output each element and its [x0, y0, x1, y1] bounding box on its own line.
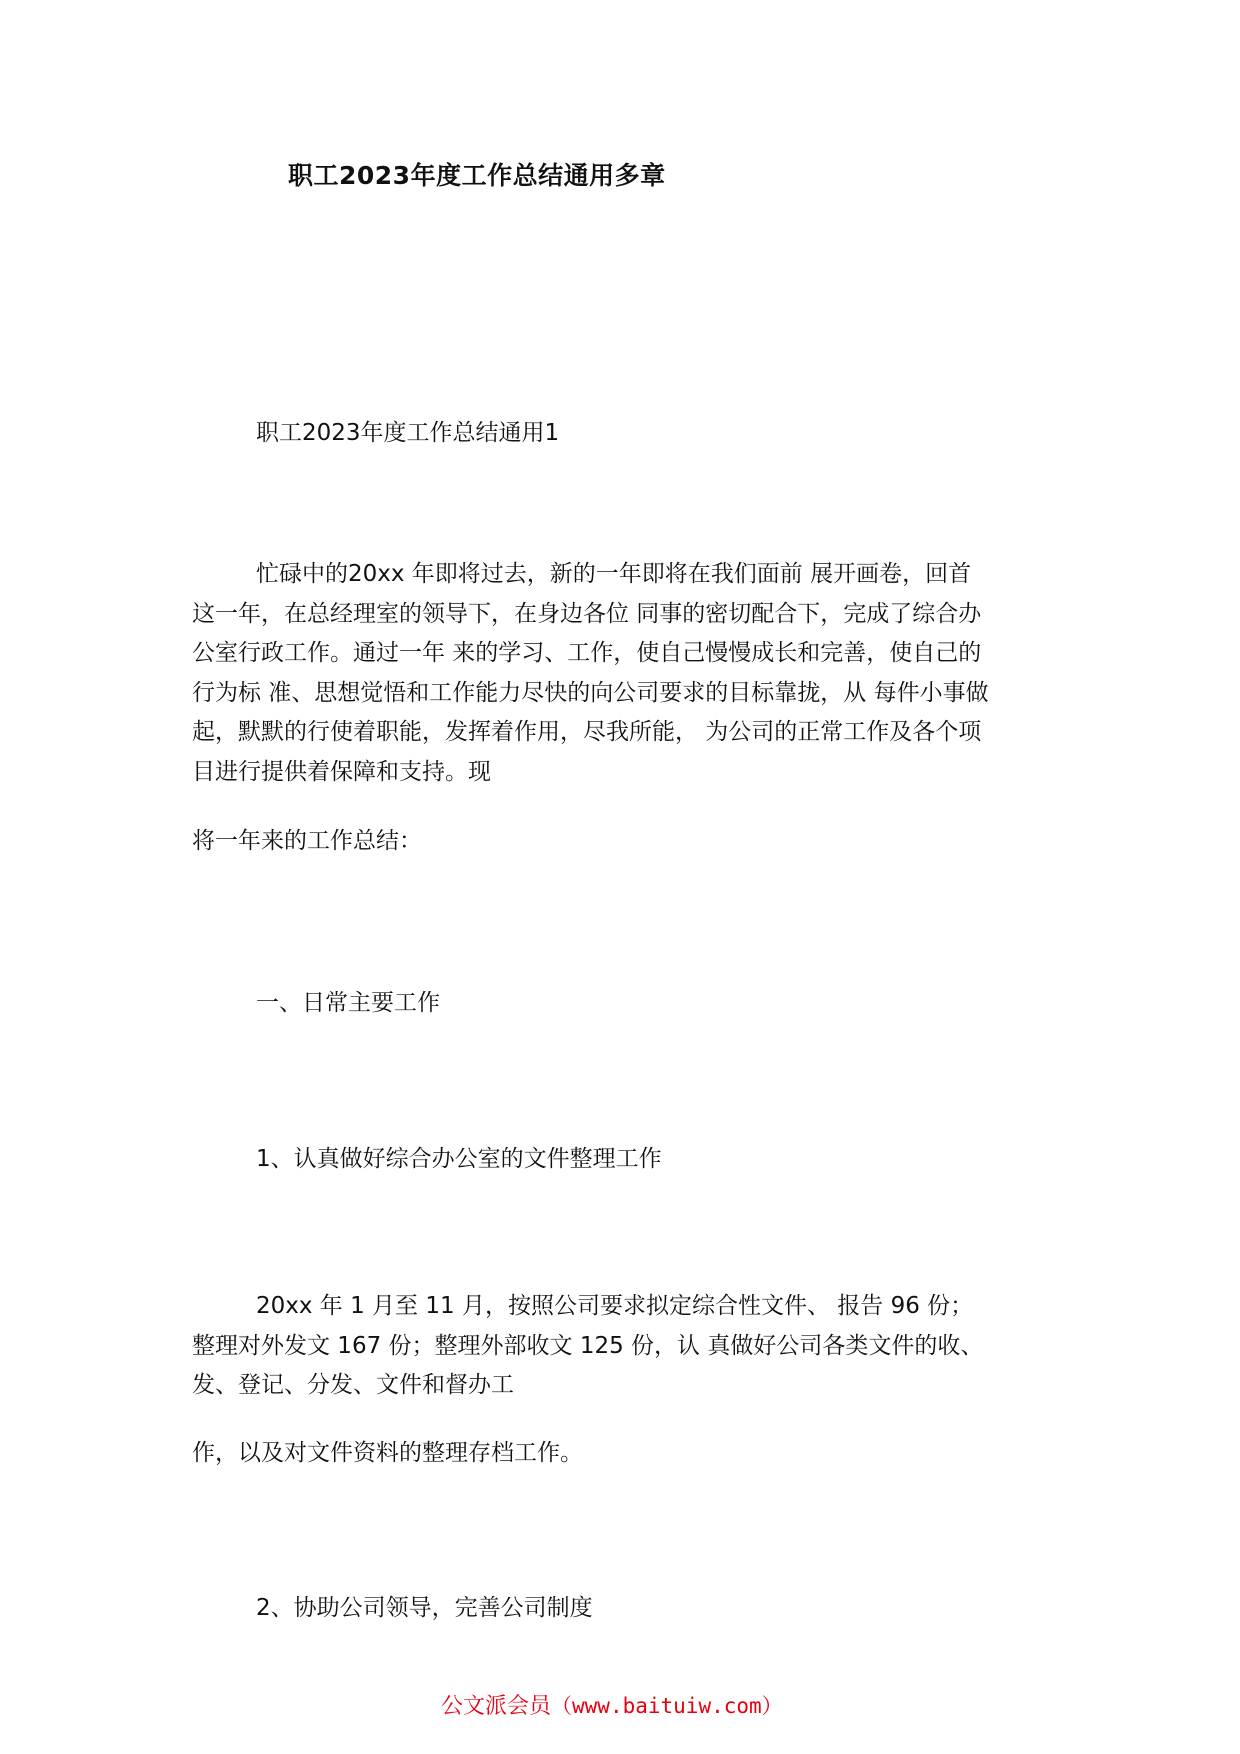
item-1-continuation: 作，以及对文件资料的整理存档工作。 — [192, 1440, 583, 1466]
section-title: 职工2023年度工作总结通用1 — [256, 420, 560, 446]
heading-daily-work: 一、日常主要工作 — [256, 990, 440, 1016]
intro-line: 起，默默的行使着职能，发挥着作用，尽我所能， 为公司的正常工作及各个项 — [192, 719, 982, 745]
item-1-heading: 1、认真做好综合办公室的文件整理工作 — [256, 1146, 662, 1172]
intro-line: 行为标 准、思想觉悟和工作能力尽快的向公司要求的目标靠拢，从 每件小事做 — [192, 679, 989, 706]
document-title: 职工2023年度工作总结通用多章 — [288, 161, 666, 190]
item-1-line: 发、登记、分发、文件和督办工 — [192, 1372, 514, 1398]
footer-watermark — [441, 1689, 783, 1720]
intro-paragraph — [192, 555, 989, 792]
intro-line: 目进行提供着保障和支持。现 — [192, 758, 491, 785]
watermark-url: （www.baituiw.com） — [551, 1694, 783, 1718]
intro-continuation: 将一年来的工作总结： — [192, 828, 422, 854]
item-1-line: 整理对外发文 167 份；整理外部收文 125 份，认 真做好公司各类文件的收、 — [192, 1332, 984, 1359]
intro-line: 这一年，在总经理室的领导下，在身边各位 同事的密切配合下，完成了综合办 — [192, 600, 982, 627]
intro-line: 公室行政工作。通过一年 来的学习、工作，使自己慢慢成长和完善，使自己的 — [192, 640, 982, 666]
item-1-line: 20xx 年 1 月至 11 月，按照公司要求拟定综合性文件、 报告 96 份； — [256, 1293, 974, 1319]
item-2-heading: 2、协助公司领导，完善公司制度 — [256, 1595, 593, 1621]
intro-line: 忙碌中的20xx 年即将过去，新的一年即将在我们面前 展开画卷，回首 — [256, 561, 972, 587]
item-1-paragraph — [192, 1287, 983, 1406]
watermark-brand: 公文派会员 — [441, 1694, 552, 1719]
